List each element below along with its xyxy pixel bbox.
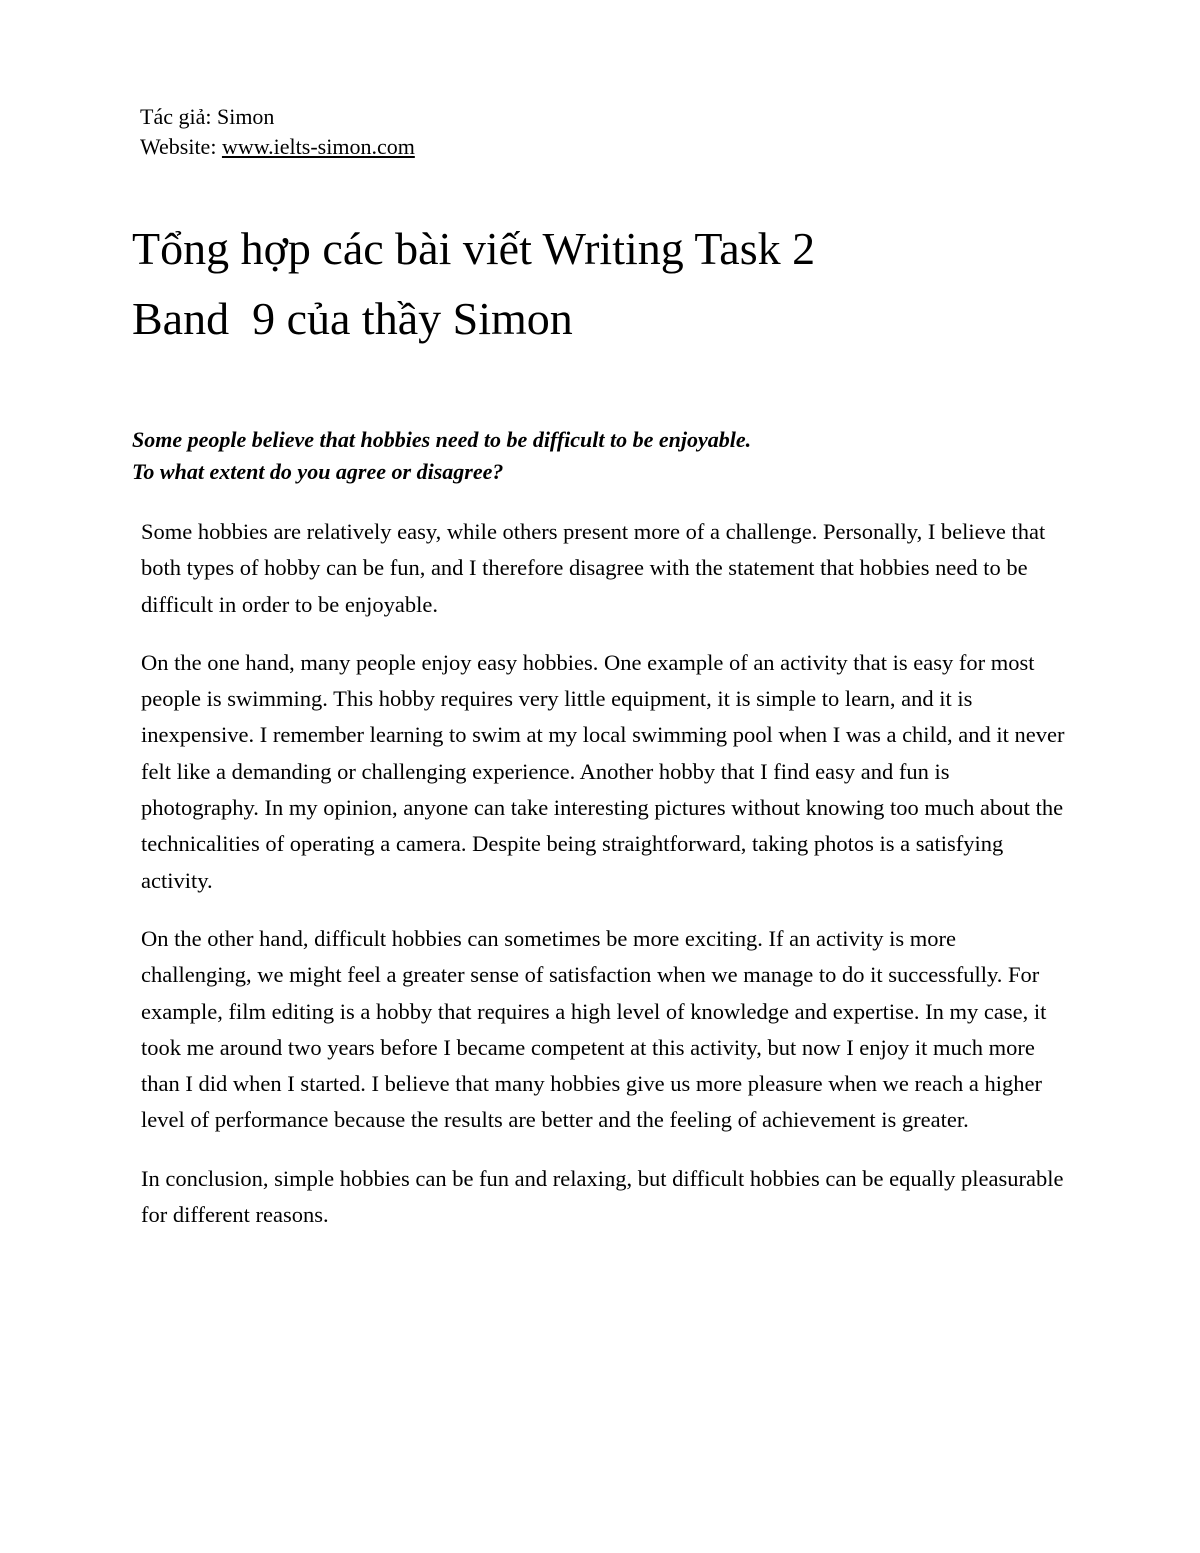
author-line [140,102,415,132]
website-label: Website: [140,134,217,159]
website-link[interactable]: www.ielts-simon.com [221,134,415,159]
prompt-line-2: To what extent do you agree or disagree? [132,459,504,484]
title-line-1: Tổng hợp các bài viết Writing Task 2 [132,223,816,274]
essay-body [141,514,1066,1255]
essay-paragraph-introduction: Some hobbies are relatively easy, while others present more of a challenge. Personally, I believe that both types of hobby can be fun, and I therefore disagree with the statement that hobbies need to be difficult in order to be enjoyable. [141,519,1046,617]
essay-paragraph-conclusion: In conclusion, simple hobbies can be fun and relaxing, but difficult hobbies can be equally pleasurable for different reasons. [141,1165,1064,1228]
author-name: Simon [216,104,275,129]
essay-paragraph-body-2: On the other hand, difficult hobbies can sometimes be more exciting. If an activity is more challenging, we might feel a greater sense of satisfaction when we manage to do it successfully. For example, film editing is a hobby that requires a high level of knowledge and expertise. In my case, it took me around two years before I became competent at this activity, but now I enjoy it much more than I did when I started. I believe that many hobbies give us more pleasure when we reach a higher level of performance because the results are better and the feeling of achievement is greater. [141,925,1047,1133]
author-label: Tác giả: [140,104,212,129]
title-line-2: Band 9 của thầy Simon [132,293,573,344]
document-meta [140,102,415,162]
essay-prompt [132,424,1112,488]
essay-paragraph-body-1: On the one hand, many people enjoy easy hobbies. One example of an activity that is easy for most people is swimming. This hobby requires very little equipment, it is simple to learn, and it is inexpensive. I remember learning to swim at my local swimming pool when I was a child, and it never felt like a demanding or challenging experience. Another hobby that I find easy and fun is photography. In my opinion, anyone can take interesting pictures without knowing too much about the technicalities of operating a camera. Despite being straightforward, taking photos is a satisfying activity. [141,649,1065,893]
website-line [140,132,415,162]
document-title [132,214,1112,354]
prompt-line-1: Some people believe that hobbies need to be difficult to be enjoyable. [132,427,752,452]
